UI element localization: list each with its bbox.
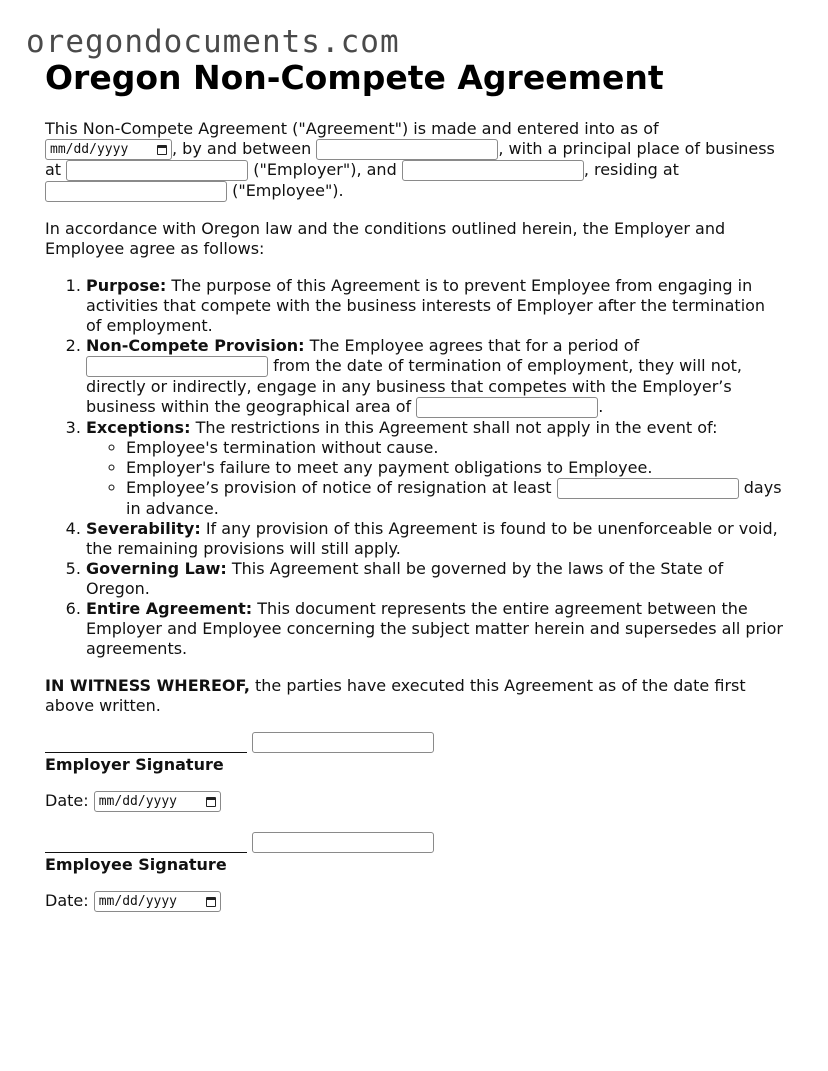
intro-paragraph xyxy=(45,119,785,202)
employee-signature-input[interactable] xyxy=(252,832,434,853)
intro-text-3: , with a principal place of business at xyxy=(45,139,775,179)
employer-signature-block xyxy=(45,732,785,812)
signature-row xyxy=(45,732,785,755)
intro-text-6: ("Employee"). xyxy=(232,181,344,200)
exceptions-list xyxy=(86,438,785,519)
clause-heading: Non-Compete Provision: xyxy=(86,336,305,355)
clause-text: The restrictions in this Agreement shall not apply in the event of: xyxy=(195,418,718,437)
employer-date-input[interactable] xyxy=(94,791,221,812)
clause-heading: Governing Law: xyxy=(86,559,227,578)
witness-paragraph xyxy=(45,676,785,716)
clause-heading: Purpose: xyxy=(86,276,167,295)
date-label: Date: xyxy=(45,791,89,810)
clause-text: This document represents the entire agreement between the Employer and Employee concerning the subject matter herein and supersedes all prior agreements. xyxy=(86,599,783,658)
site-watermark: oregondocuments.com xyxy=(26,24,400,60)
employer-signature-label: Employer Signature xyxy=(45,755,224,774)
intro-text-1: This Non-Compete Agreement ("Agreement") is made and entered into as of xyxy=(45,119,659,138)
witness-bold: IN WITNESS WHEREOF, xyxy=(45,676,250,695)
clause-text: . xyxy=(598,397,604,416)
clause-text: If any provision of this Agreement is found to be unenforceable or void, the remaining provisions will still apply. xyxy=(86,519,778,558)
clause-entire-agreement xyxy=(86,599,785,659)
clause-text: This Agreement shall be governed by the laws of the State of Oregon. xyxy=(86,559,724,598)
intro-text-2: , by and between xyxy=(172,139,312,158)
clause-heading: Exceptions: xyxy=(86,418,191,437)
list-item xyxy=(126,478,785,519)
clause-severability xyxy=(86,519,785,559)
witness-text: the parties have executed this Agreement as of the date first above written. xyxy=(45,676,746,715)
date-placeholder: mm/dd/yyyy xyxy=(98,793,178,809)
employee-signature-label: Employee Signature xyxy=(45,855,227,874)
signature-line xyxy=(45,836,247,853)
accordance-paragraph: In accordance with Oregon law and the conditions outlined herein, the Employer and Employee agree as follows: xyxy=(45,219,726,258)
employee-date-input[interactable] xyxy=(94,891,221,912)
intro-text-5: , residing at xyxy=(583,160,679,179)
clause-text: days in advance. xyxy=(126,478,782,518)
signature-row xyxy=(45,832,785,855)
clause-exceptions xyxy=(86,418,785,519)
employee-address-input[interactable] xyxy=(45,181,227,202)
employer-address-input[interactable] xyxy=(66,160,248,181)
clause-text: Employee’s provision of notice of resignation at least xyxy=(126,478,552,497)
agreement-date-input[interactable] xyxy=(45,139,172,160)
employer-signature-input[interactable] xyxy=(252,732,434,753)
calendar-icon[interactable] xyxy=(206,897,216,907)
calendar-icon[interactable] xyxy=(206,797,216,807)
geographical-area-input[interactable] xyxy=(416,397,598,418)
clause-purpose xyxy=(86,276,785,336)
signature-line xyxy=(45,736,247,753)
date-row xyxy=(45,791,785,812)
clause-non-compete xyxy=(86,336,785,418)
employer-name-input[interactable] xyxy=(316,139,498,160)
date-label: Date: xyxy=(45,891,89,910)
clause-list xyxy=(45,276,785,659)
non-compete-period-input[interactable] xyxy=(86,356,268,377)
clause-text: The Employee agrees that for a period of xyxy=(309,336,640,355)
employee-signature-block xyxy=(45,832,785,912)
date-placeholder: mm/dd/yyyy xyxy=(98,893,178,909)
page-title: Oregon Non-Compete Agreement xyxy=(45,58,664,97)
list-item: ◦ Employee's termination without cause. xyxy=(126,438,785,458)
calendar-icon[interactable] xyxy=(157,145,167,155)
clause-governing-law xyxy=(86,559,785,599)
employee-name-input[interactable] xyxy=(402,160,584,181)
date-placeholder: mm/dd/yyyy xyxy=(50,141,129,157)
agreement-body xyxy=(45,119,785,912)
clause-heading: Entire Agreement: xyxy=(86,599,253,618)
list-item: ◦ Employer's failure to meet any payment obligations to Employee. xyxy=(126,458,785,478)
date-row xyxy=(45,891,785,912)
clause-heading: Severability: xyxy=(86,519,201,538)
clause-text: The purpose of this Agreement is to prevent Employee from engaging in activities that compete with the business interests of Employer after the termination of employment. xyxy=(86,276,766,335)
intro-text-4: ("Employer"), and xyxy=(253,160,397,179)
clause-text: from the date of termination of employment, they will not, directly or indirectly, engage in any business that competes with the Employer’s business within the geographical area of xyxy=(86,356,742,416)
notice-days-input[interactable] xyxy=(557,478,739,499)
